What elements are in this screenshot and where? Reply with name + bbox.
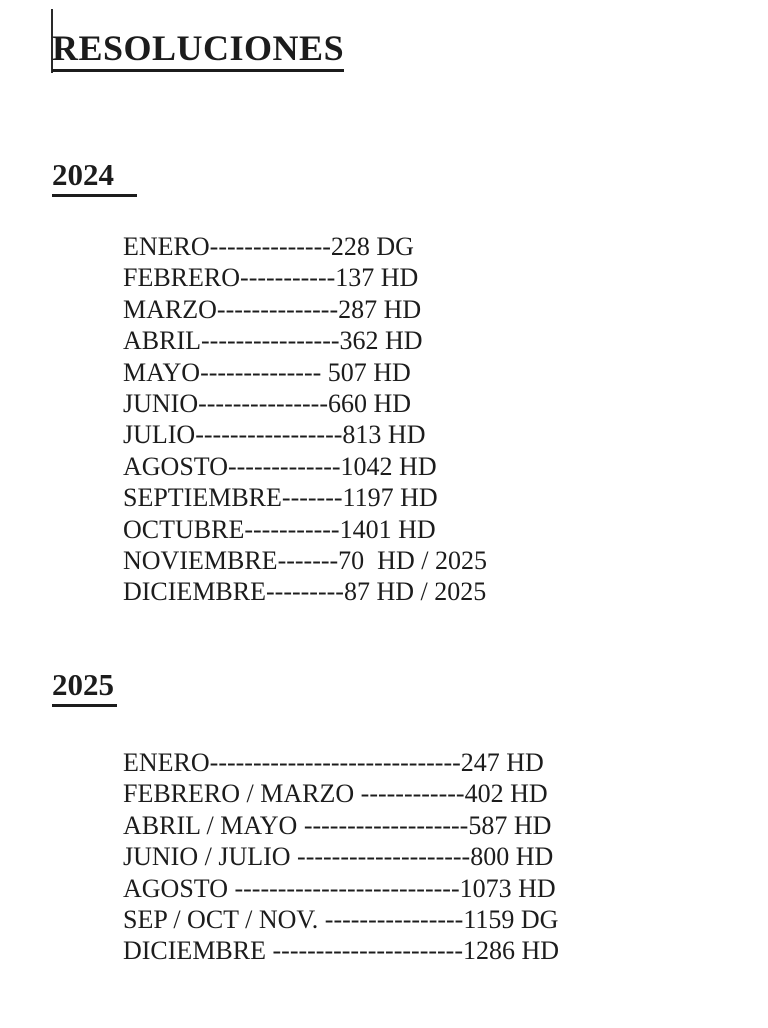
entry-row: [123, 576, 768, 607]
entry-dashes: -----------------------------: [209, 748, 461, 777]
entry-row: [123, 357, 768, 388]
entry-month: SEPTIEMBRE: [123, 483, 282, 513]
entry-value: 1197 HD: [342, 483, 438, 513]
entry-row: [123, 231, 768, 262]
entry-dashes: --------------------: [297, 842, 471, 872]
entry-month: DICIEMBRE: [123, 936, 273, 966]
section-year: 2024: [52, 156, 137, 197]
entry-value: 1073 HD: [459, 873, 556, 903]
entry-dashes: -------: [277, 546, 339, 576]
entry-dashes: -----------: [240, 263, 336, 293]
entry-dashes: ---------: [266, 577, 344, 607]
entry-row: [123, 262, 768, 293]
entry-row: [123, 873, 768, 904]
document-title-text: RESOLUCIONES: [52, 28, 344, 72]
entry-row: [123, 545, 768, 576]
entry-row: [123, 294, 768, 325]
entry-month: ENERO: [123, 748, 210, 777]
entry-value: 1159 DG: [463, 905, 559, 935]
entry-value: 1286 HD: [462, 936, 560, 966]
entry-value: 362 HD: [339, 326, 423, 356]
entry-row: [123, 747, 768, 778]
entry-dashes: --------------: [216, 294, 339, 324]
section-heading-2024: [52, 156, 768, 197]
entry-dashes: -----------------: [195, 420, 343, 450]
entry-row: [123, 810, 768, 841]
entry-value: 813 HD: [342, 420, 426, 450]
document-title: [52, 28, 344, 72]
section-year: 2025: [52, 666, 117, 707]
entry-row: [123, 778, 768, 809]
entry-dashes: ----------------------: [272, 936, 463, 966]
year-section: [0, 666, 768, 967]
entry-value: 137 HD: [335, 263, 419, 293]
entry-dashes: ------------: [360, 779, 465, 809]
entry-row: [123, 841, 768, 872]
entry-month: JUNIO: [123, 389, 199, 419]
entry-row: [123, 904, 768, 935]
entry-value: 228 DG: [330, 232, 414, 261]
entry-month: MARZO: [123, 294, 217, 324]
entry-month: FEBRERO / MARZO: [123, 779, 361, 809]
entry-dashes: -------------: [227, 451, 341, 481]
entry-month: OCTUBRE: [123, 514, 245, 544]
entries-list: [123, 231, 768, 608]
entry-value: 587 HD: [468, 810, 552, 840]
entry-dashes: -----------: [244, 514, 340, 544]
entry-value: 1042 HD: [340, 451, 437, 481]
entry-row: [123, 419, 768, 450]
entry-value: 247 HD: [460, 748, 544, 777]
entry-row: [123, 451, 768, 482]
entry-value: 1401 HD: [339, 514, 436, 544]
entry-month: ABRIL / MAYO: [123, 810, 304, 840]
entry-dashes: -------: [281, 483, 343, 513]
entry-month: ABRIL: [123, 326, 201, 356]
entry-dashes: --------------: [209, 232, 331, 261]
entry-value: 800 HD: [470, 842, 554, 872]
entry-month: DICIEMBRE: [123, 577, 266, 607]
entry-dashes: ----------------: [201, 326, 340, 356]
entry-month: JULIO: [123, 420, 196, 450]
entry-month: MAYO: [123, 357, 201, 387]
entry-row: [123, 388, 768, 419]
entry-dashes: ----------------: [324, 905, 464, 935]
entry-month: AGOSTO: [123, 873, 235, 903]
entry-month: JUNIO / JULIO: [123, 842, 298, 872]
entry-value: 402 HD: [464, 779, 548, 809]
entry-dashes: --------------------------: [234, 873, 460, 903]
entry-month: SEP / OCT / NOV.: [123, 905, 325, 935]
year-section: [0, 156, 768, 608]
entry-row: [123, 935, 768, 966]
entry-value: 87 HD / 2025: [343, 577, 487, 607]
entry-row: [123, 325, 768, 356]
entry-month: NOVIEMBRE: [123, 546, 278, 576]
entry-month: FEBRERO: [123, 263, 241, 293]
section-heading-2025: [52, 666, 768, 707]
entry-value: 660 HD: [327, 389, 412, 419]
entry-dashes: ---------------: [198, 389, 328, 419]
entry-dashes: --------------: [200, 357, 322, 387]
entry-month: ENERO: [123, 232, 210, 261]
entry-value: 70 HD / 2025: [338, 546, 487, 576]
entry-value: 507 HD: [321, 357, 411, 387]
entry-month: AGOSTO: [123, 451, 228, 481]
entries-list: [123, 747, 768, 967]
entry-row: [123, 482, 768, 513]
entry-value: 287 HD: [338, 294, 422, 324]
entry-row: [123, 514, 768, 545]
entry-dashes: -------------------: [303, 810, 469, 840]
